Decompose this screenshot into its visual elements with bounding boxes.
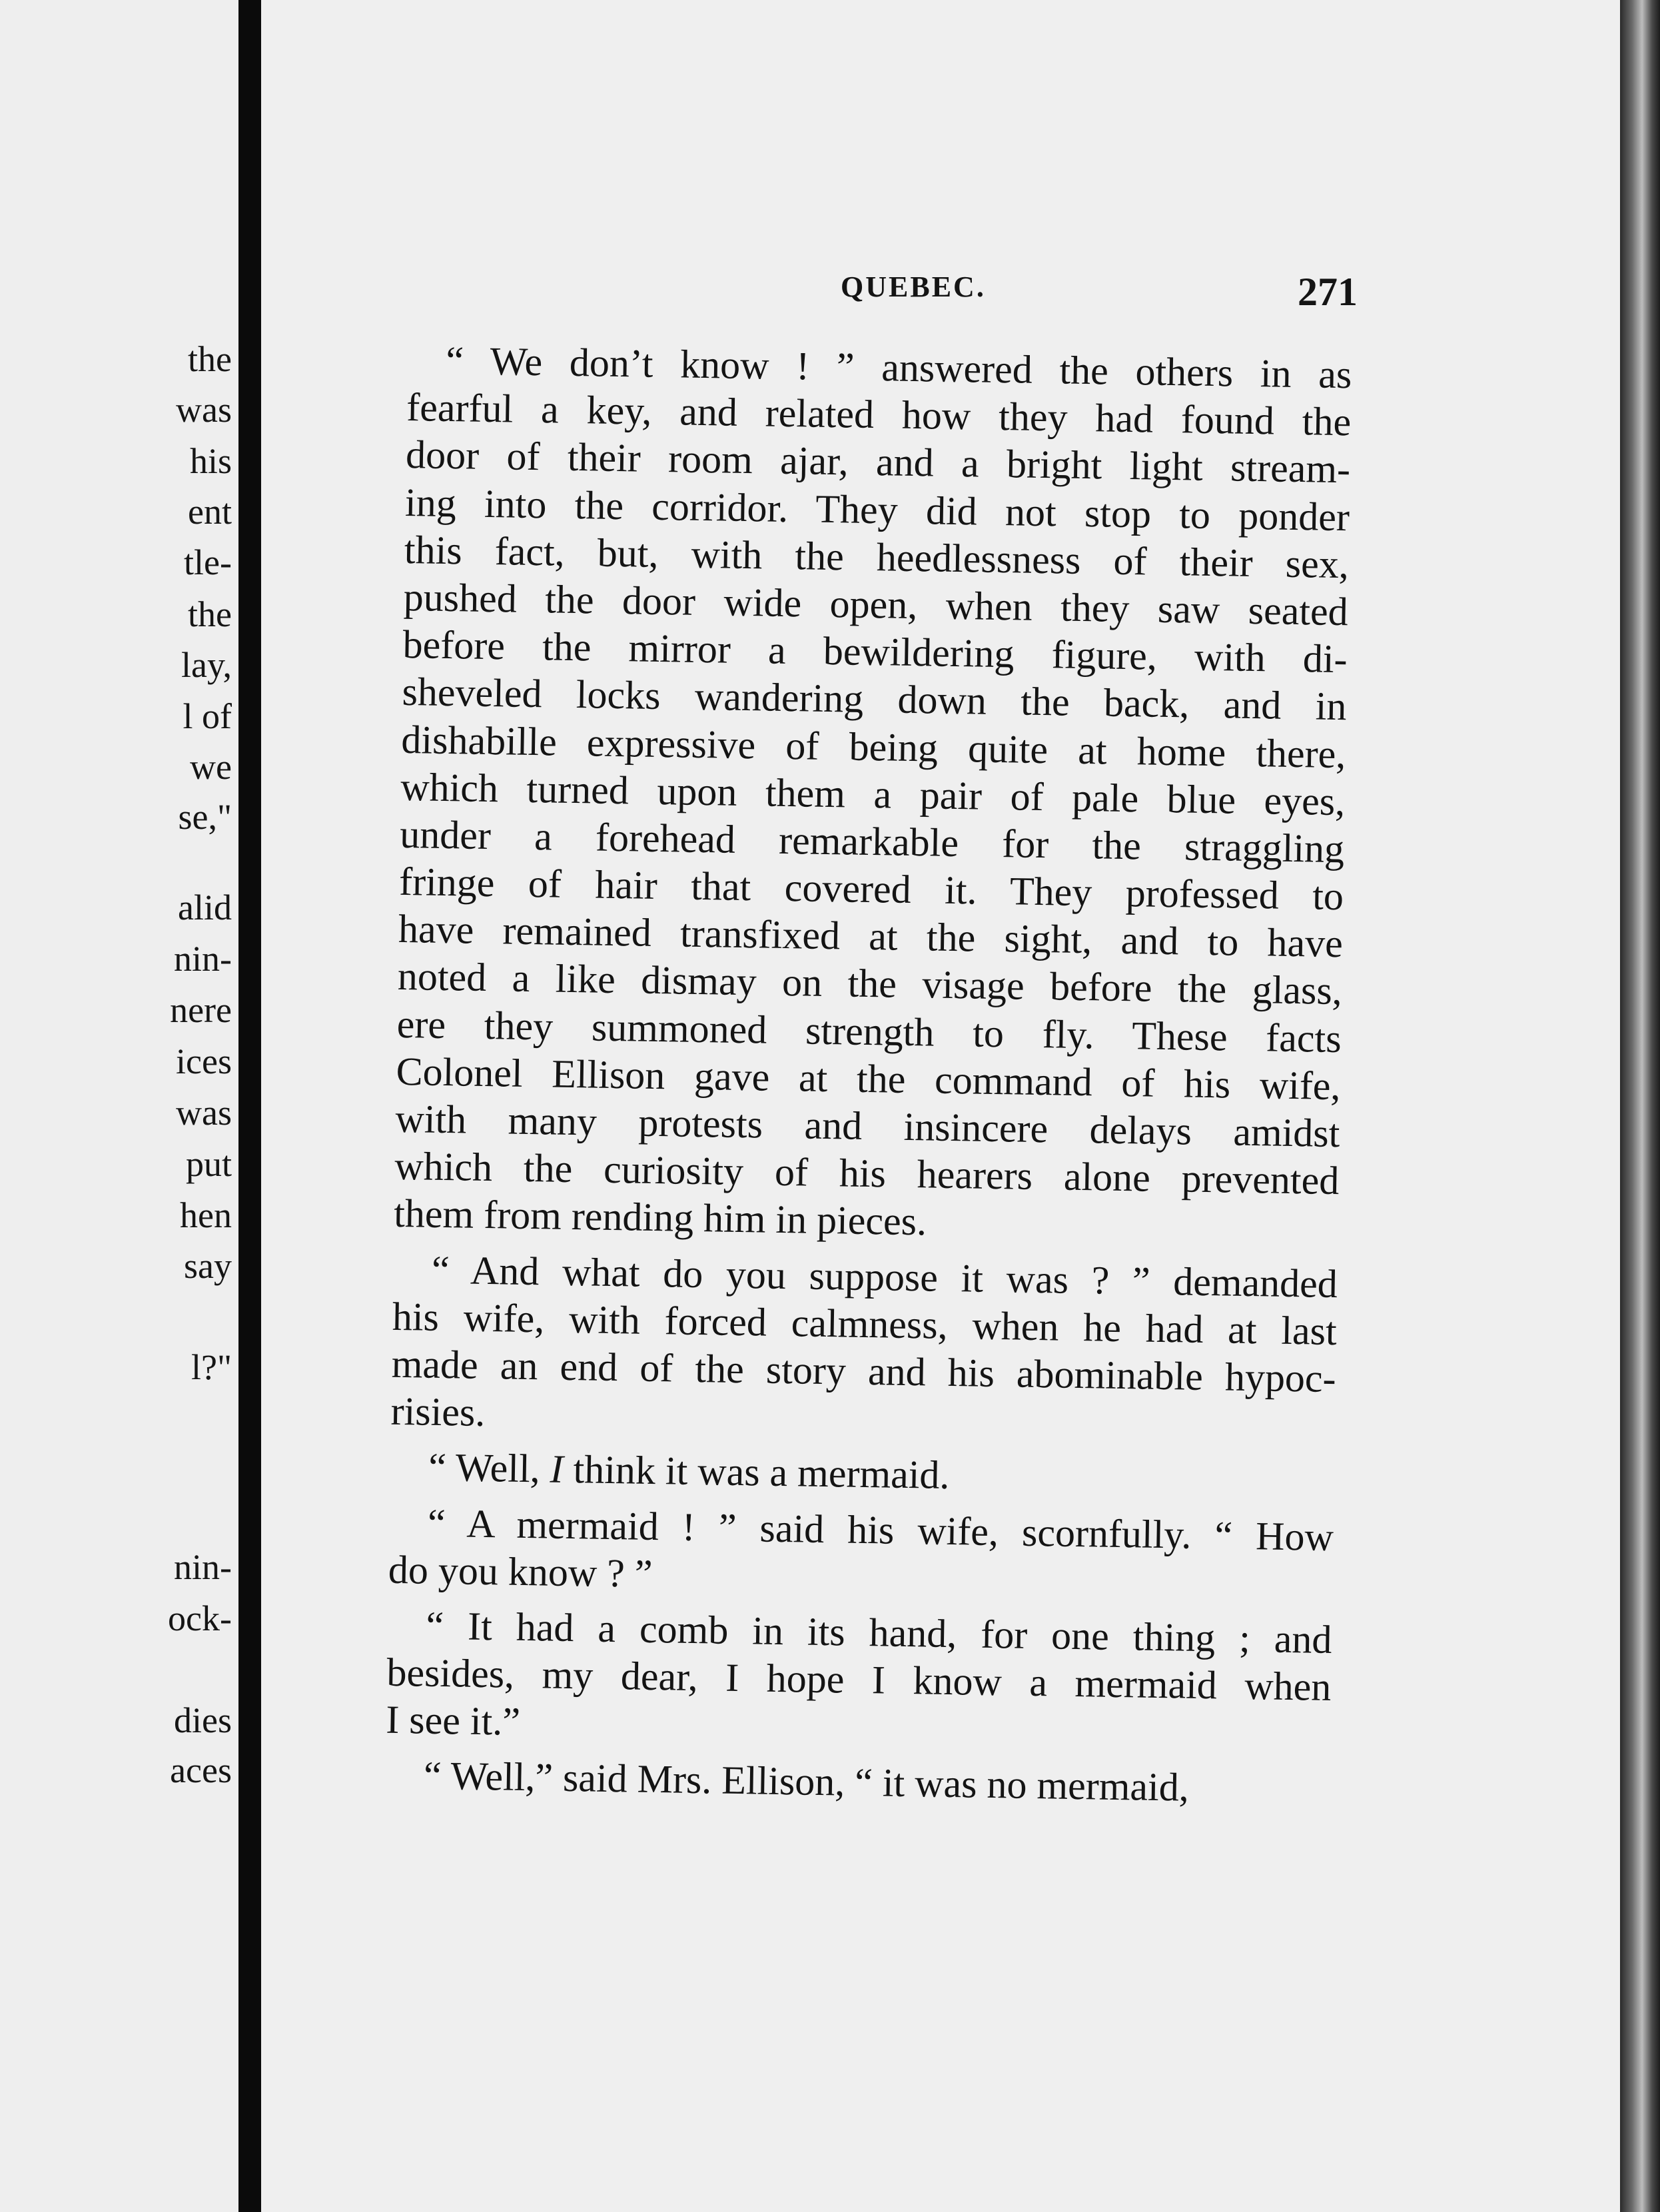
text-line: pushed the door wide open, when they saw seated [403, 574, 1349, 634]
left-page-fragment: ock- [168, 1598, 232, 1638]
text-line: his wife, with forced calmness, when he had at last [392, 1294, 1338, 1353]
paragraph [386, 1602, 1332, 1759]
body-text [385, 336, 1352, 1814]
left-page-fragment: tle- [184, 542, 232, 582]
text-line: besides, my dear, I hope I know a mermaid when [386, 1650, 1332, 1710]
text-line: “ Well,” said Mrs. Ellison, “ it was no mermaid, [423, 1754, 1190, 1810]
left-facing-page [0, 0, 238, 2212]
paragraph [390, 1245, 1338, 1450]
text-span: think it was a mermaid. [563, 1447, 950, 1498]
paragraph [388, 1498, 1334, 1608]
text-line: before the mirror a bewildering figure, with di- [402, 622, 1348, 682]
book-gutter [238, 0, 261, 2212]
text-line: “ And what do you suppose it was ? ” demanded [431, 1247, 1338, 1306]
left-page-fragment: aces [170, 1750, 232, 1790]
left-page-fragment: his [189, 441, 232, 481]
text-line: have remained transfixed at the sight, and to have [398, 907, 1344, 966]
left-page-fragment: hen [180, 1195, 232, 1235]
left-page-fragment: put [185, 1144, 232, 1184]
left-page-fragment: nere [170, 990, 232, 1030]
text-line: which turned upon them a pair of pale blue eyes, [400, 764, 1346, 824]
text-line: “ It had a comb in its hand, for one thing ; and [426, 1603, 1332, 1662]
left-page-fragment: ent [188, 492, 232, 532]
left-page-fragment: ices [176, 1041, 232, 1081]
text-line: ing into the corridor. They did not stop to ponder [404, 480, 1350, 539]
text-line: do you know ? ” [388, 1547, 653, 1596]
left-page-fragment: was [176, 390, 232, 430]
left-page-fragment: nin- [174, 939, 232, 979]
left-page-fragment: lay, [181, 645, 232, 685]
running-head: QUEBEC. [841, 271, 986, 303]
text-line: fringe of hair that covered it. They professed to [398, 859, 1344, 919]
text-line: dishabille expressive of being quite at home there, [400, 717, 1346, 776]
text-line: noted a like dismay on the visage before the glass, [397, 954, 1343, 1013]
text-line: “ A mermaid ! ” said his wife, scornfully. “ How [427, 1500, 1334, 1559]
left-page-fragment: alid [178, 887, 232, 927]
left-page-fragment: the [188, 594, 232, 634]
text-line: under a forehead remarkable for the straggling [399, 812, 1345, 871]
left-page-fragment: we [190, 747, 232, 787]
left-page-fragment: se," [178, 797, 232, 837]
text-line: sheveled locks wandering down the back, and in [402, 670, 1347, 729]
text-span: “ Well, [428, 1445, 551, 1491]
page-number: 271 [1298, 270, 1358, 314]
page-edge [1620, 0, 1660, 2212]
text-line: I see it.” [385, 1697, 521, 1744]
left-page-fragment: nin- [174, 1547, 232, 1587]
text-line: ere they summoned strength to fly. These facts [396, 1001, 1342, 1061]
left-page-fragment: dies [174, 1700, 232, 1740]
left-page-fragment: was [176, 1093, 232, 1133]
left-page-fragment: say [184, 1246, 232, 1286]
text-line: with many protests and insincere delays amidst [395, 1096, 1340, 1156]
text-line: them from rending him in pieces. [393, 1191, 927, 1244]
text-line: risies. [390, 1388, 486, 1435]
left-page-fragment: l of [183, 696, 232, 736]
text-line: door of their room ajar, and a bright light stream- [405, 432, 1351, 492]
text-line: Colonel Ellison gave at the command of his wife, [396, 1049, 1342, 1108]
text-line: “ We don’t know ! ” answered the others in as [445, 338, 1352, 397]
paragraph [394, 336, 1352, 1253]
left-page-fragment: l?" [191, 1347, 232, 1387]
text-line: which the curiosity of his hearers alone prevented [394, 1144, 1340, 1203]
text-line: this fact, but, with the heedlessness of their sex, [404, 527, 1350, 586]
italic-span: I [550, 1446, 564, 1492]
text-line: fearful a key, and related how they had found the [406, 385, 1352, 444]
left-page-fragment: the [188, 339, 232, 379]
text-line: made an end of the story and his abominable hypoc- [391, 1341, 1337, 1401]
